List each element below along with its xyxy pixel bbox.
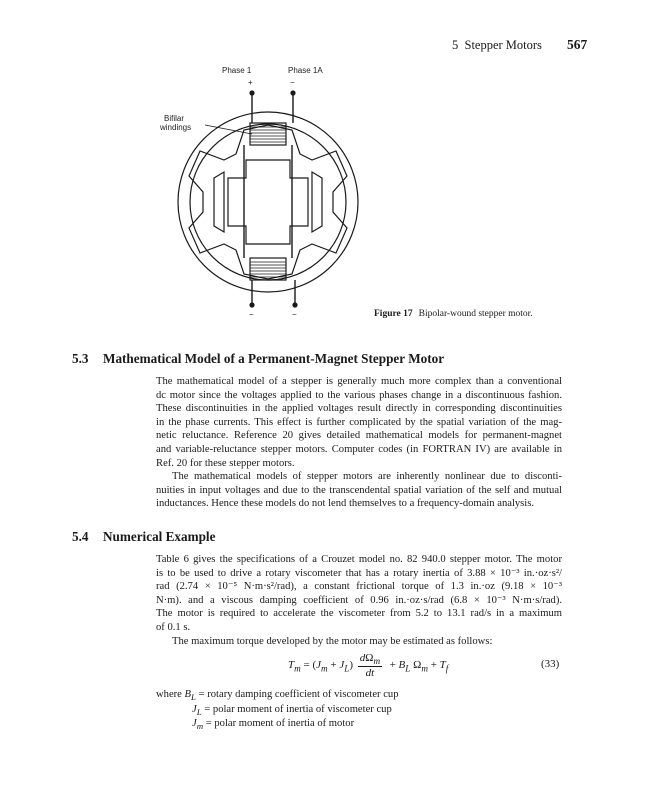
eq-operator: + [427,659,440,672]
running-header-section: 5 Stepper Motors [452,38,542,52]
eq-symbol: T [439,659,446,672]
variable-symbol: J [192,718,197,730]
eq-subscript: L [405,663,411,674]
text-line: dc motor since the voltages applied to the various phases change in a discontinuous fashion. [156,389,562,401]
eq-subscript: L [344,663,350,674]
variable-description: = polar moment of inertia of viscometer cup [201,703,392,715]
text-line: The mathematical models of stepper motors are inherently nonlinear due to disconti- [172,471,562,483]
label-bottom-minus-left: − [249,310,254,319]
section-5-4-body [156,553,562,648]
label-bottom-minus-right: − [292,310,297,319]
text-line: netic reluctance. Reference 20 gives detailed mathematical models for permanent-magnet [156,430,562,442]
list-item [156,718,399,733]
list-item [156,689,399,704]
text-line: The maximum torque developed by the motor may be estimated as follows: [172,635,493,647]
variable-subscript: L [191,692,196,703]
eq-operator: = ( [300,659,317,672]
eq-operator: + [327,659,340,672]
eq-symbol: d [359,652,366,664]
eq-symbol: T [288,659,295,672]
stepper-motor-diagram [0,0,647,330]
variable-symbol: J [192,703,197,715]
variable-description: = polar moment of inertia of motor [203,718,355,730]
eq-subscript: m [373,656,381,667]
label-phase-1a: Phase 1A [288,66,323,75]
section-title: Mathematical Model of a Permanent-Magnet Stepper Motor [103,351,445,366]
eq-symbol: J [316,659,322,672]
eq-subscript: f [445,663,449,674]
eq-operator: ) [349,659,354,672]
section-5-3-body [156,375,562,511]
text-line: in the phase currents. This effect is further complicated by the spatial variation of the mag- [156,416,562,428]
paragraph [156,553,562,635]
variable-subscript: m [196,721,204,732]
text-line: of 0.1 s. [156,621,191,633]
variable-subscript: L [196,706,202,717]
terminal-bottom-right [292,302,297,307]
figure-caption [374,309,533,319]
eq-operator: + [386,659,399,672]
text-line: Table 6 gives the specifications of a Crouzet model no. 82 940.0 stepper motor. The motor [156,554,562,565]
text-line: rad (2.74 × 10⁻⁵ N·m·s²/rad), a constant frictional torque of 1.3 in.·oz (9.18 × 10⁻³ [156,581,562,593]
figure-caption-text: Bipolar-wound stepper motor. [418,309,533,319]
terminal-top-right [290,90,295,95]
text-line: Ref. 20 for these stepper motors. [156,457,295,469]
section-title: Numerical Example [103,529,216,544]
label-plus: + [248,78,253,87]
section-number: 5.4 [72,529,89,544]
eq-subscript: m [321,663,328,674]
figure-caption-label: Figure 17 [374,309,413,319]
page-number: 567 [567,37,588,52]
label-bifilar-1: Bifilar [164,114,185,123]
text-line: The motor is required to accelerate the viscometer from 5.2 to 13.1 rad/s in a maximum [156,608,562,620]
eq-fraction [358,652,382,679]
text-line: nuities in input voltages and due to the transcendental spatial variation of the self and mutual [156,484,562,496]
eq-symbol: Ω [365,652,374,664]
label-bifilar-2: windings [160,123,192,132]
text-line: inductances. Hence these models do not lend themselves to a frequency-domain analysis. [156,498,535,510]
stator-teeth-outline [189,125,347,279]
eq-symbol: dt [365,667,375,680]
text-line: and variable-reluctance stepper motors. Computer codes (in FORTRAN IV) are available in [156,443,562,455]
paragraph [156,375,562,470]
eq-subscript: m [294,663,301,674]
label-minus: − [290,78,295,87]
variable-symbol: B [184,689,192,700]
section-heading-5-4 [72,529,215,545]
where-intro: where [156,689,182,700]
section-number: 5.3 [72,351,89,366]
rotor [228,160,308,244]
eq-symbol: B [398,659,406,672]
text-line: The mathematical model of a stepper is generally much more complex than a conventional [156,376,562,387]
eq-symbol: Ω [410,659,422,672]
variable-description: = rotary damping coefficient of viscometer cup [195,689,399,700]
terminal-top-left [249,90,254,95]
paragraph [156,635,562,649]
eq-subscript: m [421,663,428,674]
paragraph [156,470,562,511]
text-line: is to be used to drive a rotary viscometer that has a rotary inertia of 3.88 × 10⁻³ in.·oz·s²/ [156,567,562,579]
eq-symbol: J [339,659,345,672]
label-phase-1: Phase 1 [222,66,252,75]
text-line: N·m). and a viscous damping coefficient of 0.96 in.·oz·s/rad (6.8 × 10⁻³ N·m·s/rad). [156,594,562,606]
variable-definitions [156,689,399,733]
equation-number: (33) [541,658,560,670]
terminal-bottom-left [249,302,254,307]
list-item [156,704,399,719]
pole-left [214,172,224,232]
text-line: These discontinuities in the applied voltages result directly in corresponding discontinuities [156,403,562,415]
pole-right [312,172,322,232]
equation-33 [288,652,448,679]
section-heading-5-3 [72,351,444,367]
